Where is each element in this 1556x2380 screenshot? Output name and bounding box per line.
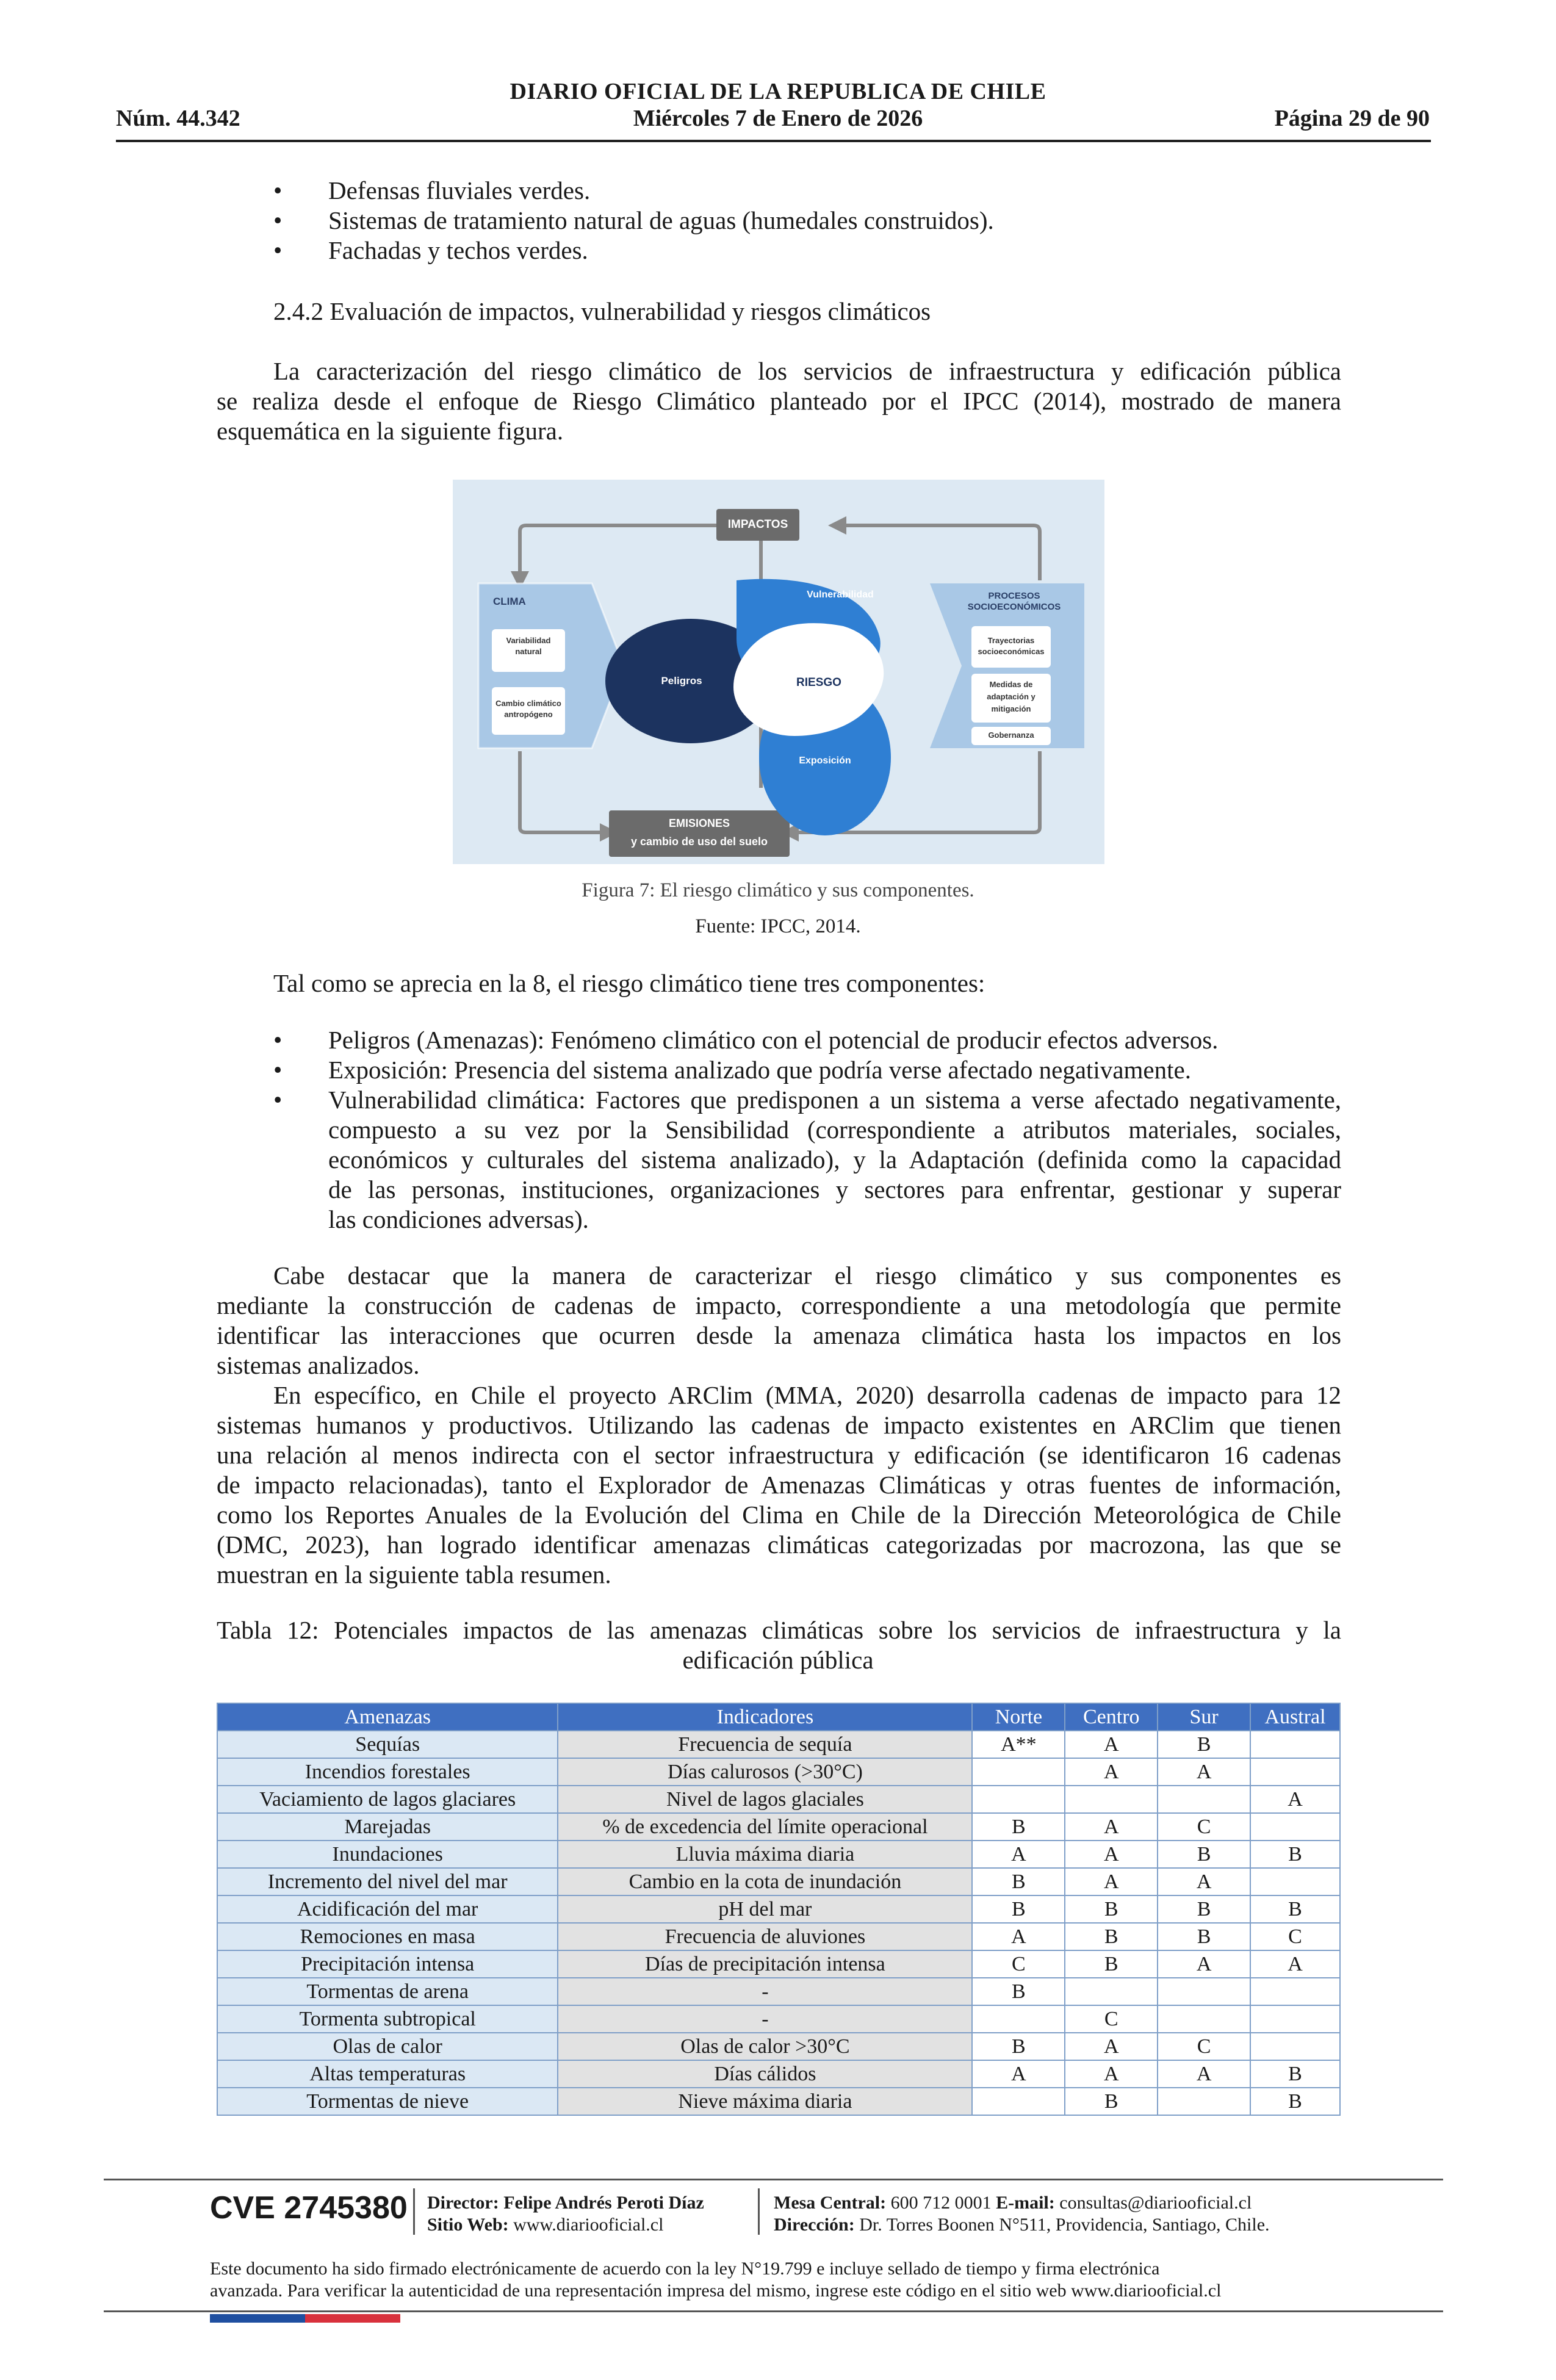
table-row [217,1978,1340,2005]
column-header: Centro [1065,1703,1158,1731]
director-name: Felipe Andrés Peroti Díaz [503,2193,704,2213]
table-row [217,2088,1340,2115]
zone-rating-cell: A [972,2060,1065,2088]
zone-rating-cell: A [1065,1731,1158,1758]
column-header: Amenazas [217,1703,558,1731]
bullet-text-line: Vulnerabilidad climática: Factores que predisponen a un sistema a verse afectado negativamente, [328,1086,1341,1114]
cambio-text: Cambio climático [495,699,561,708]
zone-rating-cell [1250,1813,1340,1841]
table-row [217,2005,1340,2033]
zone-rating-cell: A [972,1923,1065,1950]
bullet-text: Fachadas y techos verdes. [328,236,588,264]
table-title: edificación pública [682,1646,874,1674]
bullet-text-line: de las personas, instituciones, organizaciones y sectores para enfrentar, gestionar y superar [328,1175,1341,1203]
zone-rating-cell [1158,1786,1250,1813]
variabilidad-text: natural [515,647,542,656]
zone-rating-cell [1250,1978,1340,2005]
bullet-text: Sistemas de tratamiento natural de aguas (humedales construidos). [328,206,994,234]
table-title: Tabla 12: Potenciales impactos de las amenazas climáticas sobre los servicios de infraestructura y la [217,1616,1341,1644]
website-label: Sitio Web: [427,2215,509,2235]
zone-rating-cell: A [1250,1950,1340,1978]
zone-rating-cell [972,1786,1065,1813]
zone-rating-cell: C [1158,2033,1250,2060]
bullet-text-line: compuesto a su vez por la Sensibilidad (correspondiente a atributos materiales, sociales, [328,1116,1341,1144]
paragraph-line: esquemática en la siguiente figura. [217,417,564,445]
zone-rating-cell: A [1158,1758,1250,1786]
zone-rating-cell: B [1065,1950,1158,1978]
hazard-cell: Tormentas de arena [217,1978,558,2005]
indicator-cell: Olas de calor >30°C [558,2033,972,2060]
zone-rating-cell [1158,1978,1250,2005]
indicator-cell: % de excedencia del límite operacional [558,1813,972,1841]
newspaper-title: DIARIO OFICIAL DE LA REPUBLICA DE CHILE [510,79,1046,104]
director-line [427,2192,704,2214]
zone-rating-cell [1158,2005,1250,2033]
hazard-cell: Marejadas [217,1813,558,1841]
flag-stripe-red [305,2314,400,2323]
email-label: E-mail: [996,2193,1055,2213]
riesgo-label: RIESGO [796,676,841,689]
cambio-climatico-box [492,698,565,720]
footer-separator [413,2188,415,2235]
table-header-row [217,1703,1340,1731]
zone-rating-cell: B [972,1978,1065,2005]
paragraph-line: como los Reportes Anuales de la Evolución del Clima en Chile de la Dirección Meteorológica de Chile [217,1501,1341,1529]
bullet-text: Peligros (Amenazas): Fenómeno climático con el potencial de producir efectos adversos. [328,1026,1219,1054]
bullet-text-line: las condiciones adversas). [328,1205,589,1233]
indicator-cell: pH del mar [558,1895,972,1923]
zone-rating-cell: B [1158,1895,1250,1923]
mesa-label: Mesa Central: [774,2193,887,2213]
indicator-cell: Días calurosos (>30°C) [558,1758,972,1786]
table-row [217,1868,1340,1895]
indicator-cell: Frecuencia de sequía [558,1731,972,1758]
hazard-cell: Tormentas de nieve [217,2088,558,2115]
procesos-text: SOCIOECONÓMICOS [967,602,1061,612]
zone-rating-cell: B [972,1895,1065,1923]
zone-rating-cell: B [1065,1895,1158,1923]
zone-rating-cell [1250,2005,1340,2033]
zone-rating-cell: A [1065,1841,1158,1868]
paragraph-line: se realiza desde el enfoque de Riesgo Climático planteado por el IPCC (2014), mostrado de manera [217,387,1341,415]
hazard-cell: Incremento del nivel del mar [217,1868,558,1895]
paragraph-line: En específico, en Chile el proyecto ARClim (MMA, 2020) desarrolla cadenas de impacto para 12 [273,1381,1341,1409]
address-value: Dr. Torres Boonen N°511, Providencia, Santiago, Chile. [859,2215,1270,2235]
website-line [427,2214,663,2236]
table-row [217,1895,1340,1923]
legal-notice-line: avanzada. Para verificar la autenticidad de una representación impresa del mismo, ingrese este código en el sitio web www.diariooficial.cl [210,2281,1222,2301]
zone-rating-cell: A [1158,1950,1250,1978]
zone-rating-cell [972,2005,1065,2033]
hazard-cell: Incendios forestales [217,1758,558,1786]
cve-code: CVE 2745380 [210,2190,408,2226]
zone-rating-cell: A [1065,1868,1158,1895]
trayectorias-text: Trayectorias [987,636,1035,645]
paragraph-line: Cabe destacar que la manera de caracterizar el riesgo climático y sus componentes es [273,1261,1341,1289]
hazard-cell: Remociones en masa [217,1923,558,1950]
vulnerabilidad-label: Vulnerabilidad [807,590,874,600]
indicator-cell: Nivel de lagos glaciales [558,1786,972,1813]
column-header: Indicadores [558,1703,972,1731]
emisiones-label [609,814,790,851]
address-label: Dirección: [774,2215,855,2235]
website-link[interactable]: www.diariooficial.cl [513,2215,664,2235]
hazard-cell: Inundaciones [217,1841,558,1868]
table-row [217,1731,1340,1758]
variabilidad-text: Variabilidad [506,636,551,645]
zone-rating-cell: B [1158,1841,1250,1868]
issue-date: Miércoles 7 de Enero de 2026 [633,106,923,131]
figure-source: Fuente: IPCC, 2014. [695,915,861,937]
page-number: Página 29 de 90 [1274,106,1430,131]
gobernanza-box: Gobernanza [988,730,1034,740]
zone-rating-cell [1250,2033,1340,2060]
zone-rating-cell: C [1065,2005,1158,2033]
zone-rating-cell: A [972,1841,1065,1868]
footer-divider [104,2179,1443,2180]
email-link[interactable]: consultas@diariooficial.cl [1059,2193,1252,2213]
hazards-table [217,1703,1341,2116]
procesos-text: PROCESOS [988,591,1040,601]
zone-rating-cell [1065,1978,1158,2005]
zone-rating-cell: B [1065,2088,1158,2115]
director-label: Director: [427,2193,499,2213]
zone-rating-cell: B [972,2033,1065,2060]
paragraph-line: sistemas analizados. [217,1351,420,1379]
table-row [217,1950,1340,1978]
paragraph-line: sistemas humanos y productivos. Utilizando las cadenas de impacto existentes en ARClim que tienen [217,1411,1341,1439]
zone-rating-cell [1250,1868,1340,1895]
medidas-text: mitigación [991,704,1031,713]
table-row [217,1923,1340,1950]
table-row [217,1841,1340,1868]
address-line [774,2214,1270,2236]
indicator-cell: Días de precipitación intensa [558,1950,972,1978]
footer-separator [758,2188,760,2235]
hazard-cell: Sequías [217,1731,558,1758]
medidas-box [971,679,1051,715]
medidas-text: Medidas de [989,680,1033,689]
indicator-cell: - [558,2005,972,2033]
zone-rating-cell: C [972,1950,1065,1978]
paragraph-line: muestran en la siguiente tabla resumen. [217,1560,611,1588]
table-row [217,2033,1340,2060]
figure-caption: Figura 7: El riesgo climático y sus componentes. [582,879,974,901]
zone-rating-cell [972,2088,1065,2115]
medidas-text: adaptación y [987,692,1036,701]
components-intro: Tal como se aprecia en la 8, el riesgo climático tiene tres componentes: [273,969,985,997]
zone-rating-cell: B [972,1813,1065,1841]
zone-rating-cell: B [1250,2088,1340,2115]
issue-number: Núm. 44.342 [116,106,240,131]
hazard-cell: Precipitación intensa [217,1950,558,1978]
section-heading: 2.4.2 Evaluación de impactos, vulnerabilidad y riesgos climáticos [273,297,931,325]
zone-rating-cell: B [1250,2060,1340,2088]
zone-rating-cell: A [1158,2060,1250,2088]
zone-rating-cell: A [1158,1868,1250,1895]
zone-rating-cell: A [1065,1758,1158,1786]
hazard-cell: Acidificación del mar [217,1895,558,1923]
indicator-cell: - [558,1978,972,2005]
contact-line [774,2192,1252,2214]
header-divider [116,140,1431,142]
cambio-text: antropógeno [504,710,553,719]
exposicion-label: Exposición [799,755,851,766]
legal-notice-line: Este documento ha sido firmado electrónicamente de acuerdo con la ley N°19.799 e incluye sellado de tiempo y firma electrónica [210,2259,1160,2279]
climate-risk-figure [453,480,1104,864]
bullet-text-line: económicos y culturales del sistema analizado), y la Adaptación (definida como la capacidad [328,1145,1341,1174]
zone-rating-cell: A [1065,2060,1158,2088]
hazard-cell: Altas temperaturas [217,2060,558,2088]
indicator-cell: Días cálidos [558,2060,972,2088]
paragraph-line: La caracterización del riesgo climático de los servicios de infraestructura y edificación pública [273,357,1341,385]
zone-rating-cell: B [1065,1923,1158,1950]
table-row [217,1758,1340,1786]
column-header: Sur [1158,1703,1250,1731]
zone-rating-cell: C [1158,1813,1250,1841]
zone-rating-cell: B [1158,1731,1250,1758]
flag-stripe-blue [210,2314,305,2323]
zone-rating-cell: A [1065,1813,1158,1841]
zone-rating-cell: A** [972,1731,1065,1758]
paragraph-line: mediante la construcción de cadenas de impacto, correspondiente a una metodología que permite [217,1291,1341,1319]
zone-rating-cell: A [1250,1786,1340,1813]
zone-rating-cell: B [1250,1895,1340,1923]
paragraph-line: identificar las interacciones que ocurren desde la amenaza climática hasta los impactos en los [217,1321,1341,1349]
column-header: Norte [972,1703,1065,1731]
zone-rating-cell: B [972,1868,1065,1895]
trayectorias-text: socioeconómicas [978,647,1045,656]
mesa-value: 600 712 0001 [890,2193,992,2213]
table-row [217,1813,1340,1841]
zone-rating-cell: C [1250,1923,1340,1950]
zone-rating-cell [1065,1786,1158,1813]
paragraph-line: de impacto relacionadas), tanto el Explorador de Amenazas Climáticas y otras fuentes de información, [217,1471,1341,1499]
zone-rating-cell: B [1250,1841,1340,1868]
indicator-cell: Cambio en la cota de inundación [558,1868,972,1895]
impactos-label: IMPACTOS [727,518,788,531]
footer-bottom-divider [104,2310,1443,2312]
paragraph-line: una relación al menos indirecta con el sector infraestructura y edificación (se identificaron 16 cadenas [217,1441,1341,1469]
procesos-label [953,591,1075,613]
indicator-cell: Frecuencia de aluviones [558,1923,972,1950]
hazard-cell: Tormenta subtropical [217,2005,558,2033]
trayectorias-box [971,635,1051,657]
clima-label: CLIMA [493,596,526,607]
indicator-cell: Lluvia máxima diaria [558,1841,972,1868]
emisiones-text: y cambio de uso del suelo [630,835,768,848]
hazard-cell: Vaciamiento de lagos glaciares [217,1786,558,1813]
hazard-cell: Olas de calor [217,2033,558,2060]
peligros-label: Peligros [661,675,702,687]
column-header: Austral [1250,1703,1340,1731]
bullet-text: Defensas fluviales verdes. [328,176,591,204]
zone-rating-cell: A [1065,2033,1158,2060]
table-row [217,1786,1340,1813]
table-body [217,1731,1340,2115]
paragraph-line: (DMC, 2023), han logrado identificar amenazas climáticas categorizadas por macrozona, las que se [217,1531,1341,1559]
emisiones-text: EMISIONES [668,817,730,829]
zone-rating-cell [1158,2088,1250,2115]
zone-rating-cell: B [1158,1923,1250,1950]
bullet-text: Exposición: Presencia del sistema analizado que podría verse afectado negativamente. [328,1056,1191,1084]
zone-rating-cell [1250,1758,1340,1786]
variabilidad-natural-box [492,635,565,657]
table-row [217,2060,1340,2088]
indicator-cell: Nieve máxima diaria [558,2088,972,2115]
zone-rating-cell [972,1758,1065,1786]
zone-rating-cell [1250,1731,1340,1758]
